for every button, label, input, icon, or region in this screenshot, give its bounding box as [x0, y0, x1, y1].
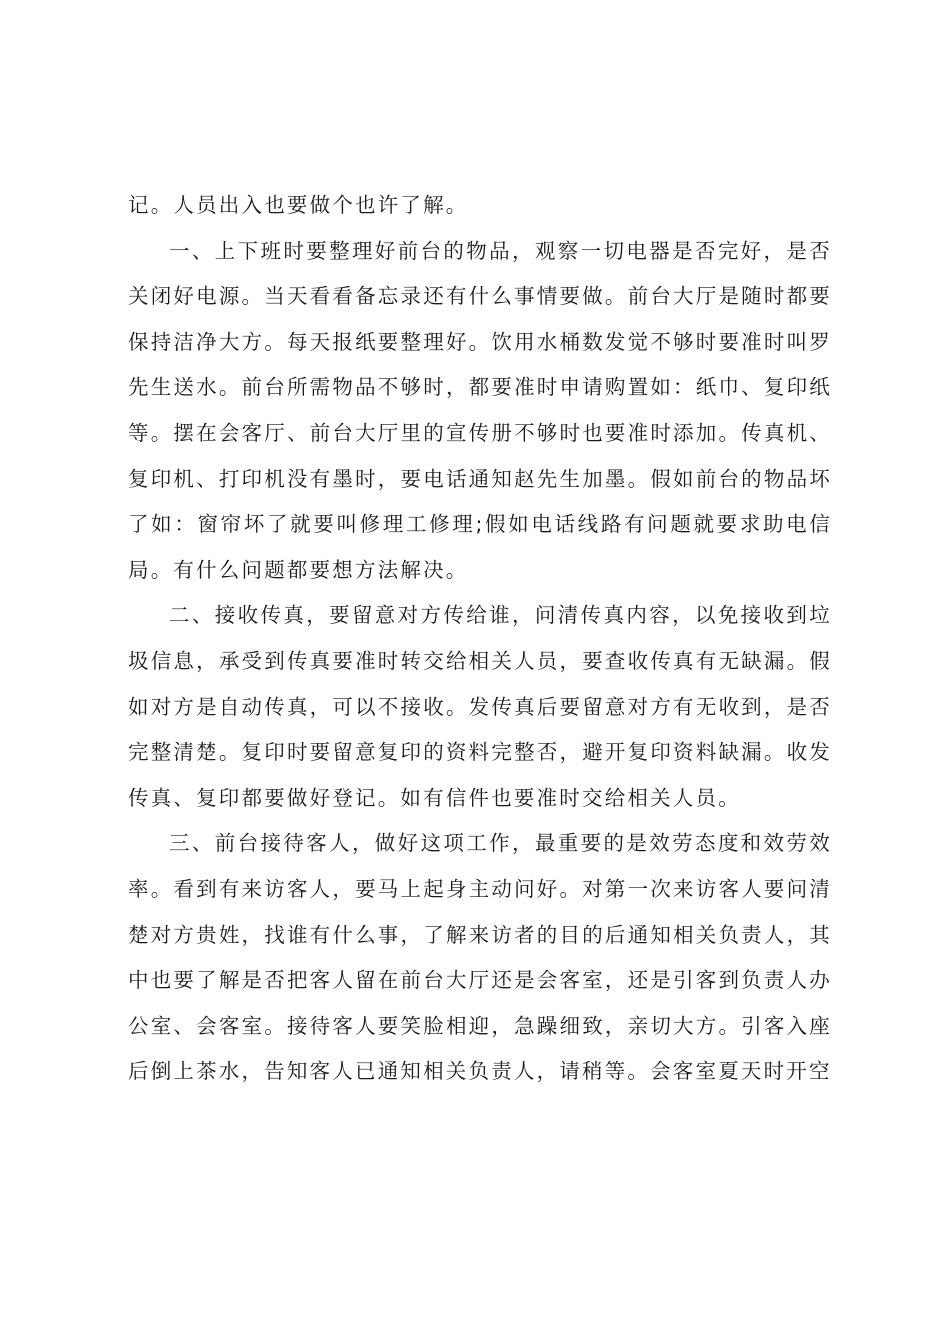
paragraph-continuation: 记。人员出入也要做个也许了解。: [128, 193, 469, 217]
paragraph-section-one: 一、上下班时要整理好前台的物品，观察一切电器是否完好，是否关闭好电源。当天看看备忘录还有什么事情要做。前台大厅是随时都要保持洁净大方。每天报纸要整理好。饮用水桶数发觉不够时要准时叫罗先生送水。前台所需物品不够时，都要准时申请购置如：纸巾、复印纸等。摆在会客厅、前台大厅里的宣传册不够时也要准时添加。传真机、复印机、打印机没有墨时，要电话通知赵先生加墨。假如前台的物品坏了如：窗帘坏了就要叫修理工修理;假如电话线路有问题就要求助电信局。有什么问题都要想方法解决。: [128, 238, 832, 582]
paragraph-section-two: 二、接收传真，要留意对方传给谁，问清传真内容，以免接收到垃圾信息，承受到传真要准时转交给相关人员，要查收传真有无缺漏。假如对方是自动传真，可以不接收。发传真后要留意对方有无收到，是否完整清楚。复印时要留意复印的资料完整否，避开复印资料缺漏。收发传真、复印都要做好登记。如有信件也要准时交给相关人员。: [128, 603, 832, 810]
document-body: [128, 183, 832, 1095]
paragraph-section-three: 三、前台接待客人，做好这项工作，最重要的是效劳态度和效劳效率。看到有来访客人，要马上起身主动问好。对第一次来访客人要问清楚对方贵姓，找谁有什么事，了解来访者的目的后通知相关负责人，其中也要了解是否把客人留在前台大厅还是会客室，还是引客到负责人办公室、会客室。接待客人要笑脸相迎，急躁细致，亲切大方。引客入座后倒上茶水，告知客人已通知相关负责人，请稍等。会客室夏天时开空: [128, 831, 832, 1084]
